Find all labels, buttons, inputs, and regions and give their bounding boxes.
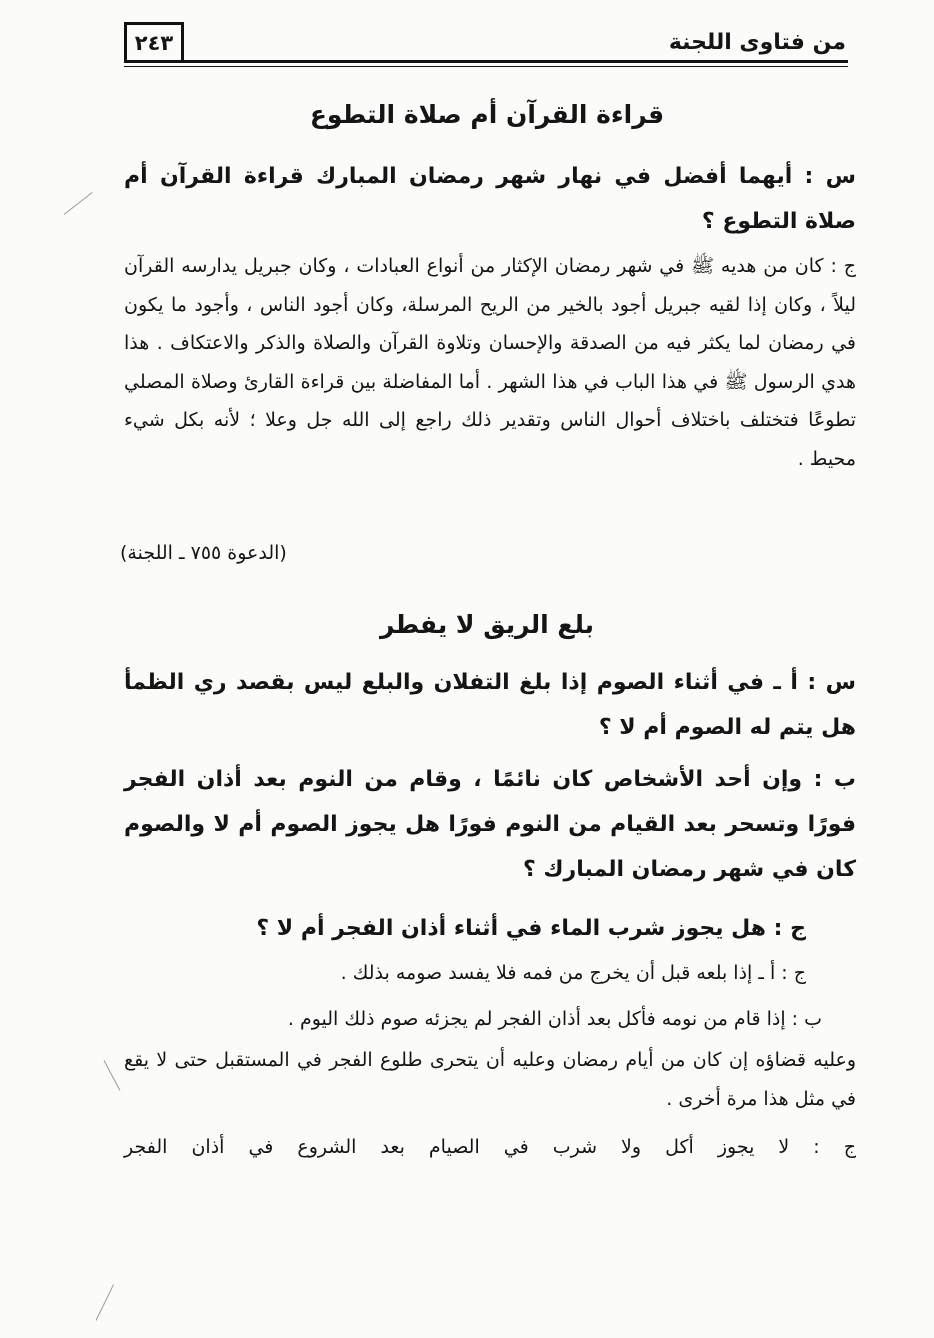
section-title-quran-vs-voluntary-prayer: قراءة القرآن أم صلاة التطوع [309, 100, 665, 129]
scan-mark [64, 192, 93, 215]
running-header-title: من فتاوى اللجنة [668, 30, 846, 55]
question-2c: ج : هل يجوز شرب الماء في أثناء أذان الفجر أم لا ؟ [256, 916, 806, 941]
answer-2b-first-line: ب : إذا قام من نومه فأكل بعد أذان الفجر لم يجزئه صوم ذلك اليوم . [287, 1008, 822, 1030]
answer-2b-continuation: وعليه قضاؤه إن كان من أيام رمضان وعليه أن يتحرى طلوع الفجر في المستقبل حتى لا يقع في مثل هذا مرة أخرى . [124, 1049, 856, 1110]
answer-2c: ج : لا يجوز أكل ولا شرب في الصيام بعد الشروع في أذان الفجر [124, 1136, 856, 1158]
question-2a: س : أ ـ في أثناء الصوم إذا بلغ التفلان والبلع ليس بقصد ري الظمأ هل يتم له الصوم أم لا ؟ [124, 670, 856, 740]
section-title-swallowing-saliva: بلع الريق لا يفطر [379, 610, 595, 639]
header-rule [124, 60, 848, 67]
answer-1: ج : كان من هديه ﷺ في شهر رمضان الإكثار من أنواع العبادات ، وكان جبريل يدارسه القرآن ليلاً ، وكان إذا لقيه جبريل أجود بالخير من الريح المرسلة، وكان أجود الناس ، وأجود ما يكون في رمضان لما يكثر فيه من الصدقة والإحسان وتلاوة القرآن والصلاة والذكر والاعتكاف . هذا هدي الرسول ﷺ في هذا الباب في هذا الشهر . أما المفاضلة بين قراءة القارئ وصلاة المصلي تطوعًا فتختلف باختلاف أحوال الناس وتقدير ذلك راجع إلى الله جل وعلا ؛ لأنه بكل شيء محيط . [124, 255, 856, 470]
answer-2a: ج : أ ـ إذا بلعه قبل أن يخرج من فمه فلا يفسد صومه بذلك . [340, 962, 806, 984]
scan-mark [104, 1060, 121, 1090]
question-2b: ب : وإن أحد الأشخاص كان نائمًا ، وقام من النوم بعد أذان الفجر فورًا وتسحر بعد القيام من النوم فورًا هل يجوز الصوم أم لا والصوم كان في شهر رمضان المبارك ؟ [124, 767, 856, 882]
source-citation: (الدعوة ٧٥٥ ـ اللجنة) [120, 542, 287, 564]
scan-mark [96, 1284, 114, 1320]
question-1: س : أيهما أفضل في نهار شهر رمضان المبارك قراءة القرآن أم صلاة التطوع ؟ [124, 164, 856, 234]
page-number-box: ٢٤٣ [124, 22, 184, 60]
